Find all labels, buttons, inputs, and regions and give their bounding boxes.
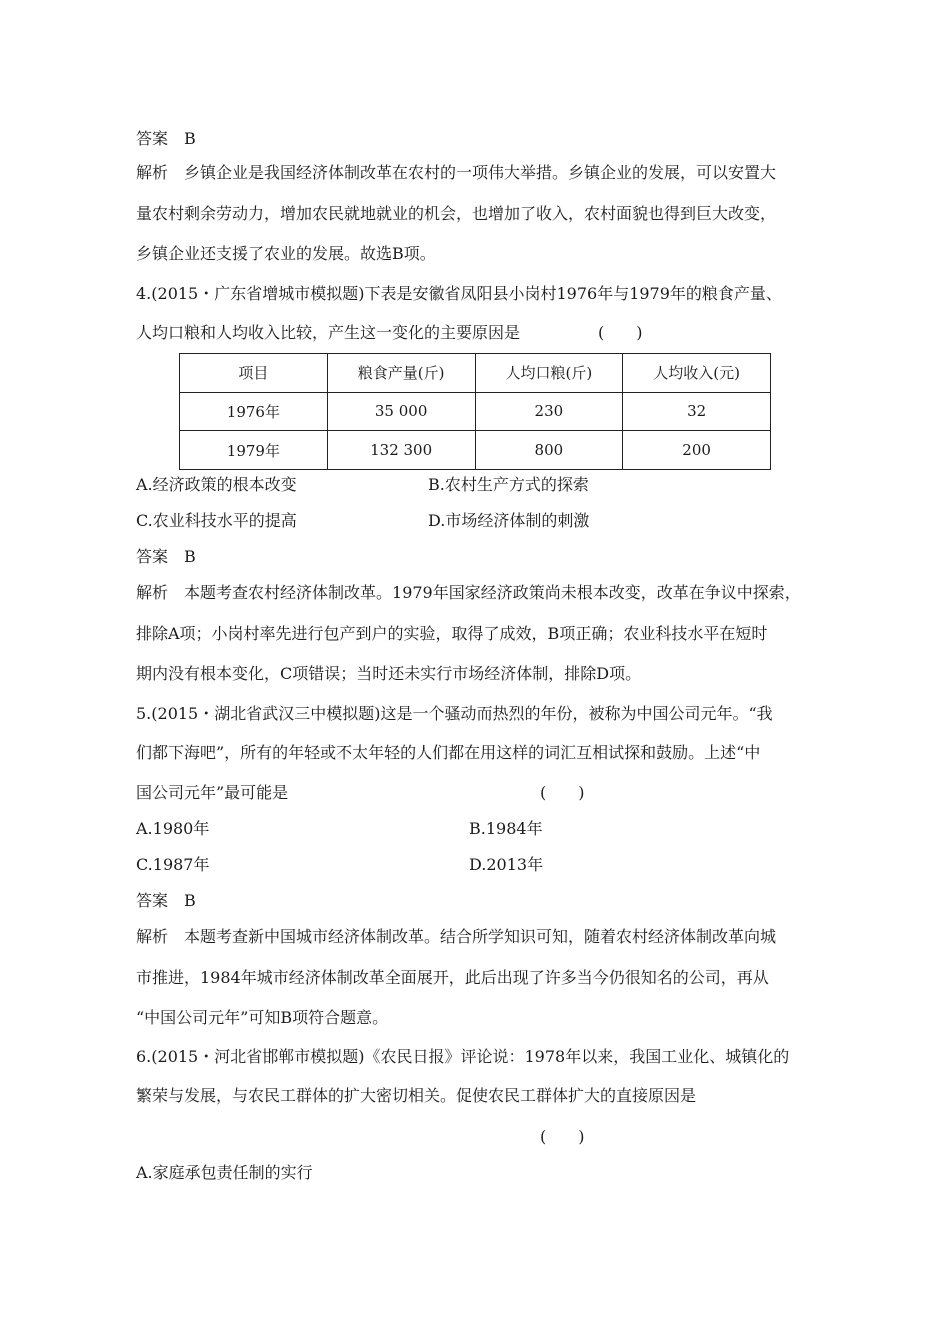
table-cell: 32 xyxy=(623,392,771,431)
table-header-cell: 粮食产量(斤) xyxy=(327,354,475,393)
q6-stem-line-2: 繁荣与发展，与农民工群体的扩大密切相关。促使农民工群体扩大的直接原因是 xyxy=(136,1086,697,1105)
answer-label: 答案 xyxy=(136,129,169,148)
q5-option-d: D.2013年 xyxy=(469,855,544,874)
q5-option-b: B.1984年 xyxy=(469,819,543,838)
q4-option-b: B.农村生产方式的探索 xyxy=(428,475,589,494)
q3-analysis-line-2: 量农村剩余劳动力，增加农民就地就业的机会，也增加了收入，农村面貌也得到巨大改变， xyxy=(136,204,777,223)
table-header-cell: 人均收入(元) xyxy=(623,354,771,393)
q5-stem-line-3: 国公司元年”最可能是 xyxy=(136,783,289,802)
table-header-cell: 项目 xyxy=(180,354,328,393)
table-header-row xyxy=(180,354,771,393)
q5-analysis-line-2: 市推进，1984年城市经济体制改革全面展开，此后出现了许多当今仍很知名的公司，再从 xyxy=(136,968,769,987)
answer-label: 答案 xyxy=(136,547,169,566)
analysis-label: 解析 xyxy=(136,163,169,182)
q4-option-d: D.市场经济体制的刺激 xyxy=(428,511,590,530)
table-header-cell: 人均口粮(斤) xyxy=(475,354,623,393)
table-cell: 1976年 xyxy=(180,392,328,431)
table-cell: 1979年 xyxy=(180,431,328,470)
table-cell: 35 000 xyxy=(327,392,475,431)
q6-stem-line-1: 6.(2015・河北省邯郸市模拟题)《农民日报》评论说：1978年以来，我国工业化、城镇化的 xyxy=(136,1047,790,1066)
q4-data-table xyxy=(179,353,771,470)
q4-answer-paren: ( ) xyxy=(598,323,643,342)
table-row xyxy=(180,392,771,431)
q4-option-c: C.农业科技水平的提高 xyxy=(136,511,297,530)
q5-answer xyxy=(136,890,196,912)
table-cell: 230 xyxy=(475,392,623,431)
q4-analysis-line-2: 排除A项；小岗村率先进行包产到户的实验，取得了成效，B项正确；农业科技水平在短时 xyxy=(136,624,768,643)
answer-value: B xyxy=(184,129,196,148)
q5-analysis-line-3: “中国公司元年”可知B项符合题意。 xyxy=(136,1008,389,1027)
table-row xyxy=(180,431,771,470)
analysis-label: 解析 xyxy=(136,583,169,602)
q5-answer-paren: ( ) xyxy=(540,783,585,802)
q5-option-a: A.1980年 xyxy=(136,819,210,838)
q5-stem-line-1: 5.(2015・湖北省武汉三中模拟题)这是一个骚动而热烈的年份，被称为中国公司元年。“我 xyxy=(136,704,773,723)
q3-answer xyxy=(136,128,196,150)
q4-analysis-line-3: 期内没有根本变化，C项错误；当时还未实行市场经济体制，排除D项。 xyxy=(136,664,642,683)
q3-analysis-line-1: 解析 乡镇企业是我国经济体制改革在农村的一项伟大举措。乡镇企业的发展，可以安置大 xyxy=(136,163,777,182)
q4-stem-line-1: 4.(2015・广东省增城市模拟题)下表是安徽省凤阳县小岗村1976年与1979年的粮食产量、 xyxy=(136,284,782,303)
q5-analysis-line-1: 解析 本题考查新中国城市经济体制改革。结合所学知识可知，随着农村经济体制改革向城 xyxy=(136,927,777,946)
q4-stem-line-2: 人均口粮和人均收入比较，产生这一变化的主要原因是 xyxy=(136,323,521,342)
table-cell: 800 xyxy=(475,431,623,470)
q6-option-a: A.家庭承包责任制的实行 xyxy=(136,1163,313,1182)
q6-answer-paren: ( ) xyxy=(540,1127,585,1146)
table-cell: 132 300 xyxy=(327,431,475,470)
table-cell: 200 xyxy=(623,431,771,470)
q4-analysis-line-1: 解析 本题考查农村经济体制改革。1979年国家经济政策尚未根本改变，改革在争议中探索， xyxy=(136,583,801,602)
q5-stem-line-2: 们都下海吧”，所有的年轻或不太年轻的人们都在用这样的词汇互相试探和鼓励。上述“中 xyxy=(136,743,761,762)
answer-label: 答案 xyxy=(136,891,169,910)
q3-analysis-line-3: 乡镇企业还支援了农业的发展。故选B项。 xyxy=(136,244,436,263)
q4-answer xyxy=(136,546,196,568)
answer-value: B xyxy=(184,547,196,566)
q4-option-a: A.经济政策的根本改变 xyxy=(136,475,297,494)
q5-option-c: C.1987年 xyxy=(136,855,210,874)
answer-value: B xyxy=(184,891,196,910)
analysis-label: 解析 xyxy=(136,927,169,946)
